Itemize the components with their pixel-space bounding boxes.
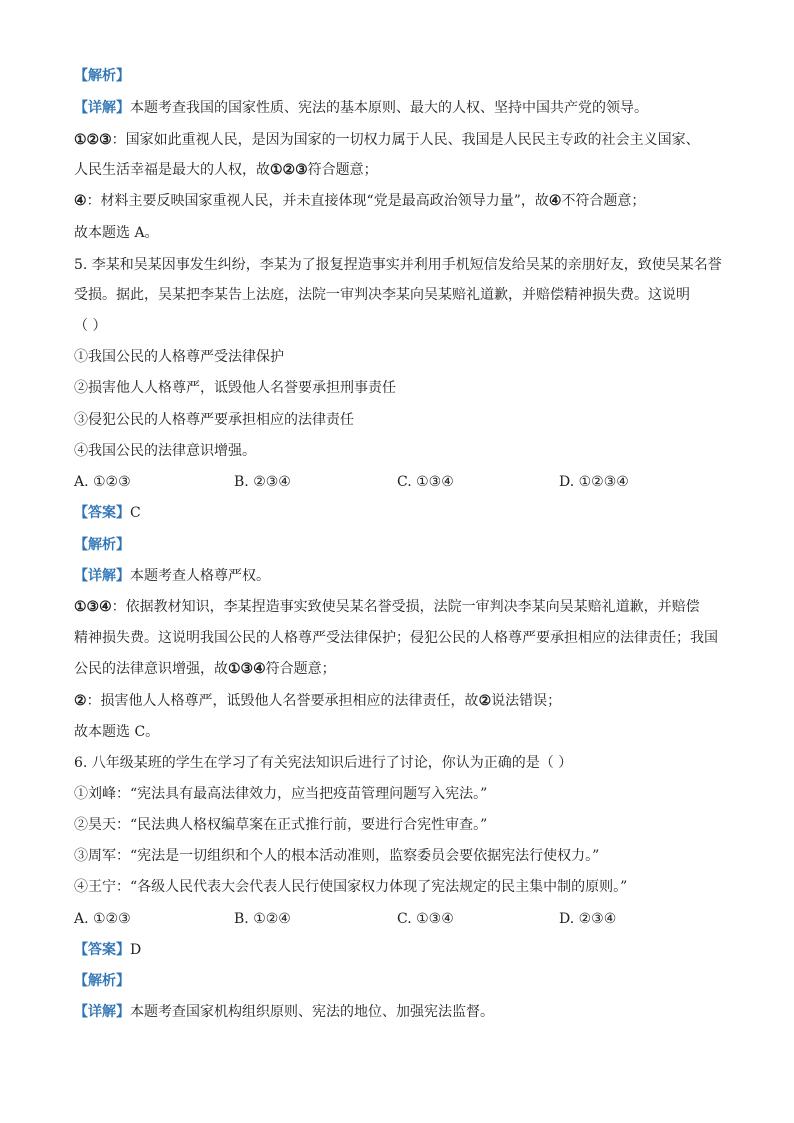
analysis-line xyxy=(74,130,734,150)
option-b: B. ①②④ xyxy=(234,911,291,927)
detail-text: 本题考查国家机构组织原则、宪法的地位、加强宪法监督。 xyxy=(130,1004,494,1020)
detail-paragraph xyxy=(74,98,734,118)
analysis-line xyxy=(74,597,734,617)
analysis-text: 不符合题意； xyxy=(561,193,646,209)
detail-paragraph xyxy=(74,566,734,586)
option-marks: ①③④ xyxy=(228,661,266,677)
option-marks: ④ xyxy=(74,193,87,209)
analysis-heading: 【解析】 xyxy=(74,68,130,84)
analysis-text: ：损害他人人格尊严，诋毁他人名誉要承担相应的法律责任，故 xyxy=(86,693,479,709)
option-a: A. ①②③ xyxy=(74,474,131,490)
analysis-heading: 【解析】 xyxy=(74,973,130,989)
question-stem: 6. 八年级某班的学生在学习了有关宪法知识后进行了讨论，你认为正确的是（ ） xyxy=(74,755,573,771)
analysis-line xyxy=(74,691,734,711)
conclusion-text: 故本题选 A。 xyxy=(74,225,159,241)
analysis-line xyxy=(74,160,734,180)
answer-line xyxy=(74,940,734,960)
analysis-text: ：材料主要反映国家重视人民，并未直接体现“党是最高政治领导力量”，故 xyxy=(86,193,549,209)
option-marks: ①②③ xyxy=(270,162,308,178)
detail-text: 本题考查我国的国家性质、宪法的基本原则、最大的人权、坚持中国共产党的领导。 xyxy=(130,100,648,116)
question-item: ①我国公民的人格尊严受法律保护 xyxy=(74,349,284,365)
analysis-text: 符合题意； xyxy=(265,661,336,677)
answer-line xyxy=(74,503,734,523)
answer-blank: （ ） xyxy=(74,318,107,334)
detail-heading: 【详解】 xyxy=(74,1004,130,1020)
detail-heading: 【详解】 xyxy=(74,100,130,116)
question-item: ④王宁：“各级人民代表大会代表人民行使国家权力体现了宪法规定的民主集中制的原则。” xyxy=(74,879,628,895)
question-stem: 受损。据此，吴某把李某告上法庭，法院一审判决李某向吴某赔礼道歉，并赔偿精神损失费。这说明 xyxy=(74,287,690,303)
answer-heading: 【答案】 xyxy=(74,942,130,958)
analysis-text: 符合题意； xyxy=(307,162,378,178)
answer-heading: 【答案】 xyxy=(74,505,130,521)
option-marks: ①③④ xyxy=(74,599,112,615)
analysis-text: 说法错误； xyxy=(491,693,562,709)
answer-value: C xyxy=(130,505,141,521)
answer-value: D xyxy=(130,942,142,958)
analysis-heading: 【解析】 xyxy=(74,537,130,553)
analysis-text: 公民的法律意识增强，故 xyxy=(74,661,228,677)
question-item: ①刘峰：“宪法具有最高法律效力，应当把疫苗管理问题写入宪法。” xyxy=(74,786,488,802)
detail-heading: 【详解】 xyxy=(74,568,130,584)
conclusion-text: 故本题选 C。 xyxy=(74,724,160,740)
analysis-line xyxy=(74,659,734,679)
analysis-text: ：国家如此重视人民，是因为国家的一切权力属于人民、我国是人民民主专政的社会主义国家、 xyxy=(111,132,700,148)
detail-paragraph xyxy=(74,1002,734,1022)
option-d: D. ②③④ xyxy=(559,911,617,927)
question-item: ③侵犯公民的人格尊严要承担相应的法律责任 xyxy=(74,412,354,428)
option-marks: ② xyxy=(478,693,492,709)
question-item: ②损害他人人格尊严，诋毁他人名誉要承担刑事责任 xyxy=(74,380,396,396)
analysis-line xyxy=(74,191,734,211)
option-a: A. ①②③ xyxy=(74,911,131,927)
analysis-text: ：依据教材知识，李某捏造事实致使吴某名誉受损，法院一审判决李某向吴某赔礼道歉，并赔偿 xyxy=(111,599,700,615)
option-marks: ② xyxy=(74,693,87,709)
question-item: ②昊天：“民法典人格权编草案在正式推行前，要进行合宪性审查。” xyxy=(74,817,488,833)
detail-text: 本题考查人格尊严权。 xyxy=(130,568,270,584)
option-b: B. ②③④ xyxy=(234,474,291,490)
question-item: ④我国公民的法律意识增强。 xyxy=(74,443,256,459)
option-c: C. ①③④ xyxy=(397,474,454,490)
question-item: ③周军：“宪法是一切组织和个人的根本活动准则，监察委员会要依据宪法行使权力。” xyxy=(74,848,600,864)
analysis-text: 人民生活幸福是最大的人权，故 xyxy=(74,162,270,178)
option-d: D. ①②③④ xyxy=(559,474,629,490)
option-marks: ④ xyxy=(548,193,562,209)
option-c: C. ①③④ xyxy=(397,911,454,927)
analysis-line: 精神损失费。这说明我国公民的人格尊严受法律保护；侵犯公民的人格尊严要承担相应的法律责任；我国 xyxy=(74,630,718,646)
option-marks: ①②③ xyxy=(74,132,112,148)
question-stem: 5. 李某和吴某因事发生纠纷，李某为了报复捏造事实并利用手机短信发给吴某的亲朋好友，致使吴某名誉 xyxy=(74,257,722,273)
